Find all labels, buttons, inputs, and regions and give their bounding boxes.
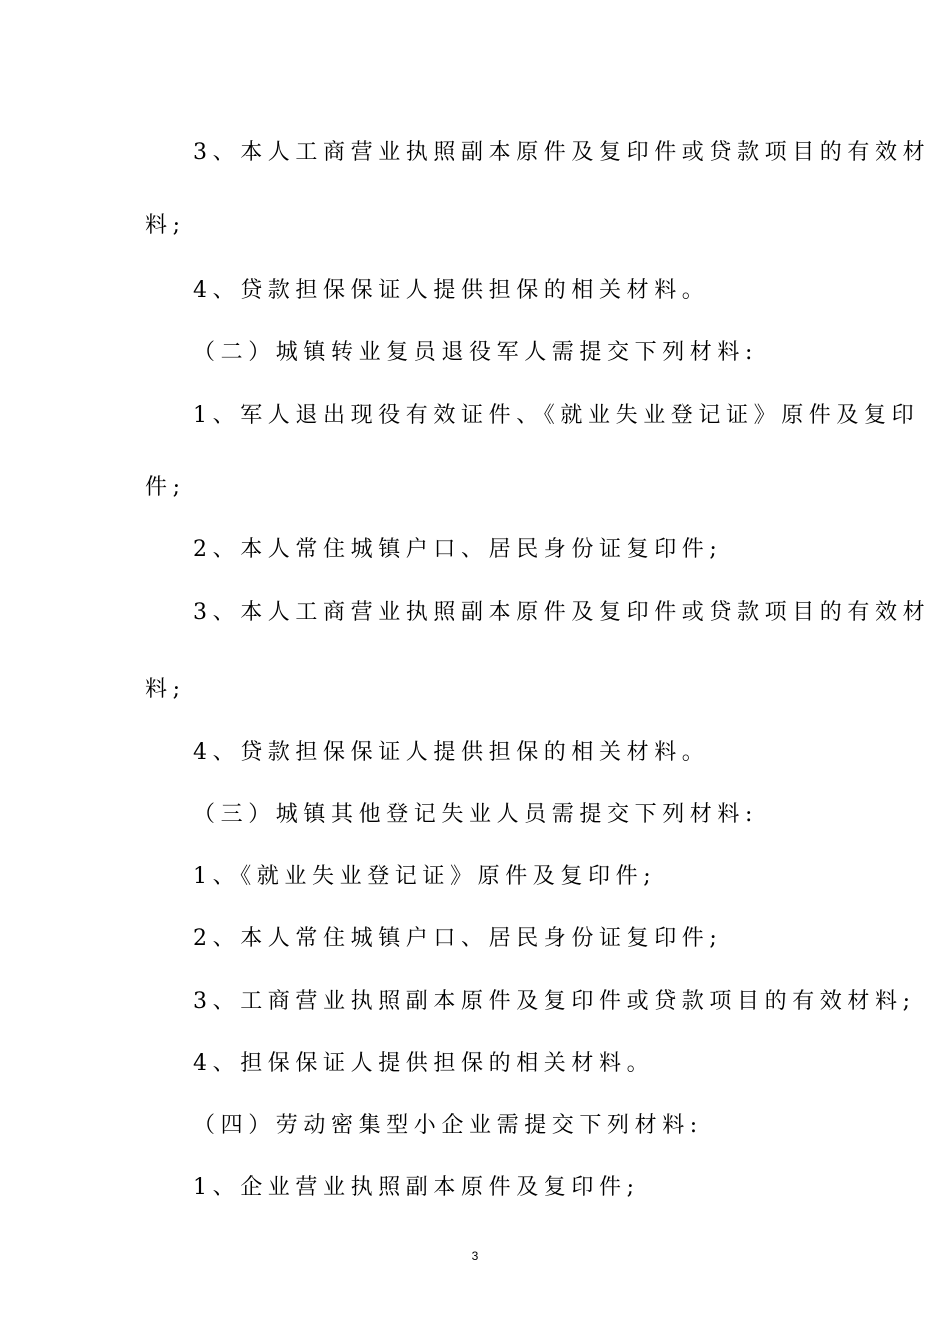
paragraph-line: 料;: [145, 677, 186, 702]
paragraph-line: 2、本人常住城镇户口、居民身份证复印件;: [193, 926, 723, 951]
paragraph-line: 3、本人工商营业执照副本原件及复印件或贷款项目的有效材: [193, 140, 931, 165]
paragraph-line: 2、本人常住城镇户口、居民身份证复印件;: [193, 537, 723, 562]
section-heading: （三）城镇其他登记失业人员需提交下列材料:: [193, 802, 759, 827]
paragraph-line: 1、军人退出现役有效证件、《就业失业登记证》原件及复印: [193, 403, 920, 428]
paragraph-line: 4、贷款担保保证人提供担保的相关材料。: [193, 278, 710, 303]
page-number: 3: [471, 1249, 479, 1263]
paragraph-line: 料;: [145, 213, 186, 238]
paragraph-line: 3、本人工商营业执照副本原件及复印件或贷款项目的有效材: [193, 600, 931, 625]
paragraph-line: 4、担保保证人提供担保的相关材料。: [193, 1051, 655, 1076]
paragraph-line: 1、企业营业执照副本原件及复印件;: [193, 1175, 640, 1200]
paragraph-line: 4、贷款担保保证人提供担保的相关材料。: [193, 740, 710, 765]
section-heading: （二）城镇转业复员退役军人需提交下列材料:: [193, 340, 759, 365]
paragraph-line: 件;: [145, 475, 186, 500]
paragraph-line: 3、工商营业执照副本原件及复印件或贷款项目的有效材料;: [193, 989, 916, 1014]
paragraph-line: 1、《就业失业登记证》原件及复印件;: [193, 864, 657, 889]
section-heading: （四）劳动密集型小企业需提交下列材料:: [193, 1113, 703, 1138]
